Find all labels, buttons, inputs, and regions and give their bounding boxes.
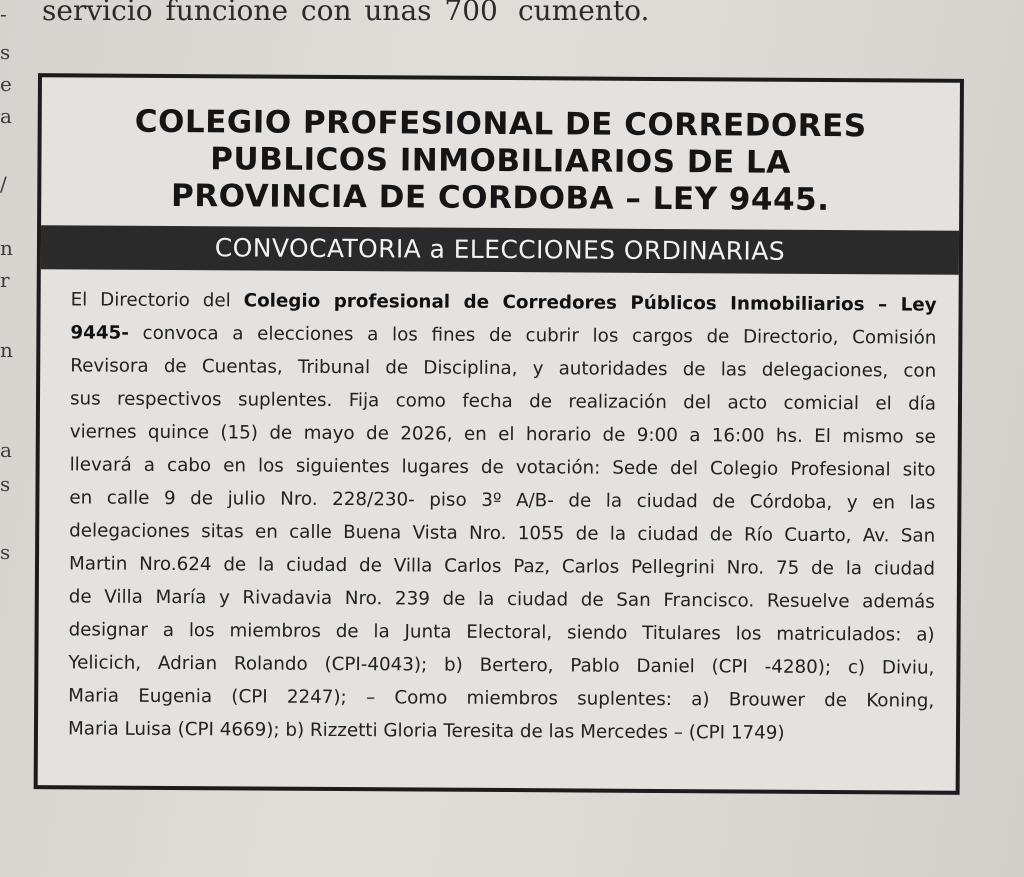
election-notice (34, 73, 964, 795)
margin-letter: r (0, 268, 10, 292)
margin-letter: s (0, 540, 11, 564)
previous-article-fragment (42, 0, 702, 34)
body-line: delegaciones sitas en calle Buena Vista Nro. 1055 de la ciudad de Río Cuarto, Av. San (69, 520, 936, 547)
body-line: designar a los miembros de la Junta Electoral, siendo Titulares los matriculados: a) (68, 619, 935, 646)
margin-letter: n (0, 236, 13, 260)
body-text-segment: El Directorio del (70, 289, 244, 312)
margin-letter: s (0, 472, 11, 496)
margin-letter: a (0, 438, 12, 462)
adjacent-column-edge (0, 0, 12, 877)
margin-letter: n (0, 338, 13, 362)
body-line: de Villa María y Rivadavia Nro. 239 de la ciudad de San Francisco. Resuelve además (68, 586, 935, 613)
margin-letter: a (0, 104, 12, 128)
body-line: Revisora de Cuentas, Tribunal de Disciplina, y autoridades de las delegaciones, con (70, 355, 937, 382)
body-line: sus respectivos suplentes. Fija como fecha de realización del acto comicial el día (69, 388, 937, 415)
body-line (70, 316, 936, 354)
notice-body (68, 283, 937, 750)
section-title: CONVOCATORIA a ELECCIONES ORDINARIAS (214, 233, 786, 266)
headline-line: PUBLICOS INMOBILIARIOS DE LA (210, 141, 791, 181)
fragment-text-left: servicio funcione con unas 700 (42, 0, 498, 27)
margin-letter: e (0, 72, 12, 96)
body-line: Martin Nro.624 de la ciudad de Villa Carlos Paz, Carlos Pellegrini Nro. 75 de la ciudad (68, 553, 936, 580)
body-line: viernes quince (15) de mayo de 2026, en el horario de 9:00 a 16:00 hs. El mismo se (69, 421, 936, 448)
margin-letter: / (0, 172, 7, 196)
headline-line: COLEGIO PROFESIONAL DE CORREDORES (134, 103, 867, 145)
body-line: Yelicich, Adrian Rolando (CPI-4043); b) Bertero, Pablo Daniel (CPI -4280); c) Diviu, (68, 652, 935, 679)
body-text-segment: convoca a elecciones a los fines de cubrir los cargos de Directorio, Comisión (128, 322, 937, 349)
body-line: en calle 9 de julio Nro. 228/230- piso 3º A/B- de la ciudad de Córdoba, y en las (69, 487, 936, 514)
section-title-bar (41, 225, 959, 275)
body-bold-segment: 9445- (70, 322, 129, 344)
body-line: Maria Luisa (CPI 4669); b) Rizzetti Gloria Teresita de las Mercedes – (CPI 1749) (67, 718, 785, 744)
notice-headline (41, 103, 960, 220)
body-line: Maria Eugenia (CPI 2247); – Como miembros suplentes: a) Brouwer de Koning, (68, 685, 935, 712)
fragment-text-right: cumento. (518, 0, 650, 27)
body-line: llevará a cabo en los siguientes lugares de votación: Sede del Colegio Profesional sito (69, 454, 936, 481)
headline-line: PROVINCIA DE CORDOBA – LEY 9445. (170, 177, 830, 219)
body-line (71, 283, 937, 321)
margin-letter: - (0, 2, 7, 26)
margin-letter: s (0, 40, 11, 64)
notice-header (41, 77, 960, 229)
body-bold-segment: Colegio profesional de Corredores Públicos Inmobiliarios – Ley (243, 290, 937, 316)
